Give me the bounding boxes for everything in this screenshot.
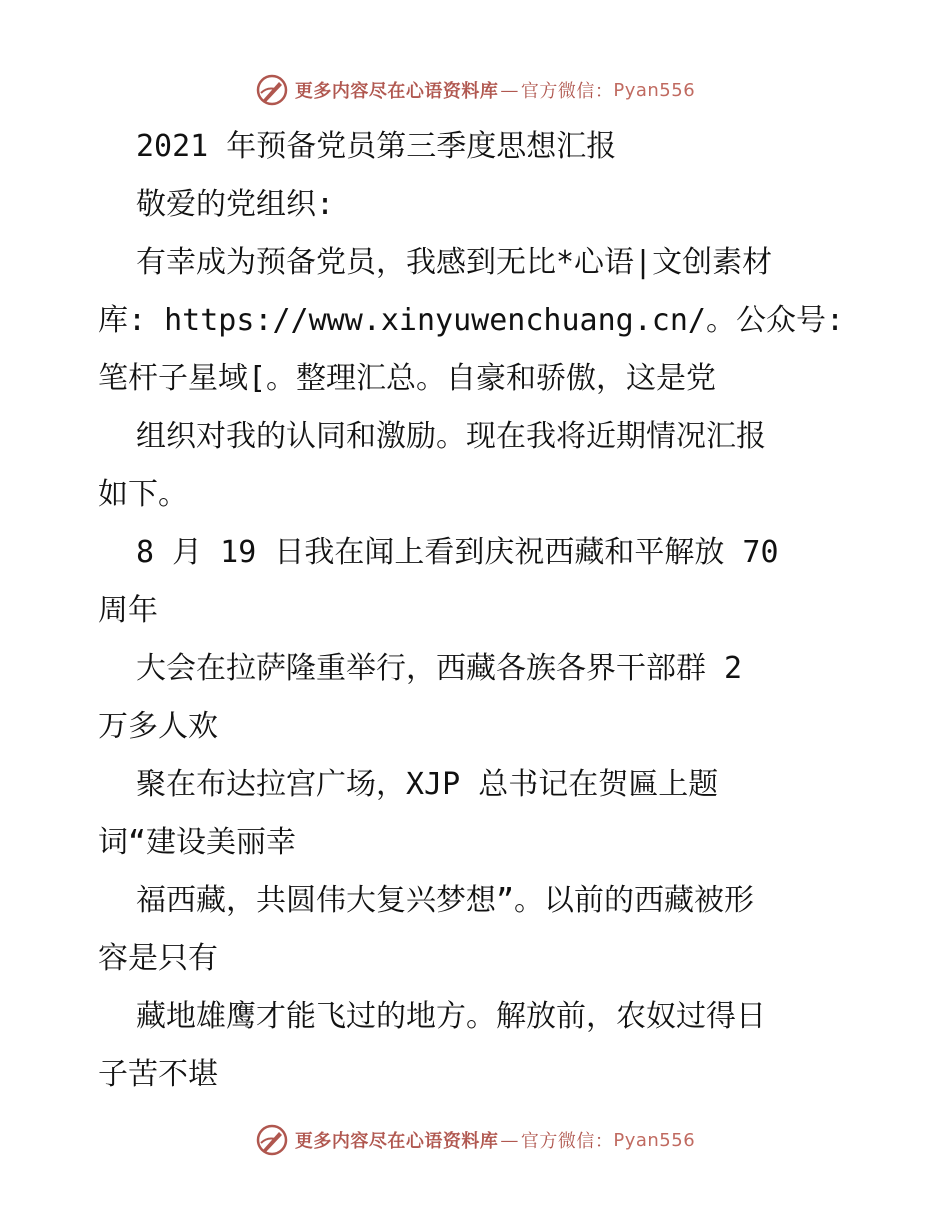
paragraph-line: 万多人欢	[98, 709, 218, 744]
footer-brand-text: 更多内容尽在心语资料库	[294, 1131, 499, 1152]
footer-wechat-label: 官方微信：	[520, 1131, 614, 1152]
header-wechat-handle: Pyan556	[613, 79, 696, 101]
paragraph-line: 8 月 19 日我在闻上看到庆祝西藏和平解放 70	[136, 535, 779, 570]
header-watermark	[0, 70, 950, 110]
paragraph-line: 组织对我的认同和激励。现在我将近期情况汇报	[136, 419, 766, 454]
quill-pen-logo-icon	[255, 1123, 289, 1157]
paragraph-line: 大会在拉萨隆重举行，西藏各族各界干部群 2	[136, 651, 743, 686]
paragraph-line: 笔杆子星域[。整理汇总。自豪和骄傲，这是党	[98, 361, 717, 396]
footer-watermark	[0, 1120, 950, 1160]
paragraph-line: 藏地雄鹰才能飞过的地方。解放前，农奴过得日	[136, 999, 766, 1034]
paragraph-line: 如下。	[98, 477, 188, 512]
footer-dash: —	[500, 1129, 519, 1151]
header-dash: —	[500, 79, 519, 101]
paragraph-line: 聚在布达拉宫广场，XJP 总书记在贺匾上题	[136, 767, 719, 802]
paragraph-line: 周年	[98, 593, 158, 628]
paragraph-line: 容是只有	[98, 941, 218, 976]
header-wechat-label: 官方微信：	[520, 81, 614, 102]
paragraph-line: 福西藏，共圆伟大复兴梦想”。以前的西藏被形	[136, 883, 755, 918]
quill-pen-logo-icon	[255, 73, 289, 107]
document-title: 2021 年预备党员第三季度思想汇报	[136, 129, 617, 164]
paragraph-line: 有幸成为预备党员，我感到无比*心语|文创素材	[136, 245, 773, 280]
paragraph-line: 子苦不堪	[98, 1057, 218, 1092]
header-brand-text: 更多内容尽在心语资料库	[294, 81, 499, 102]
footer-wechat-handle: Pyan556	[613, 1129, 696, 1151]
document-salutation: 敬爱的党组织:	[136, 187, 335, 222]
paragraph-line: 词“建设美丽幸	[98, 825, 297, 860]
paragraph-line: 库: https://www.xinyuwenchuang.cn/。公众号:	[98, 303, 845, 338]
